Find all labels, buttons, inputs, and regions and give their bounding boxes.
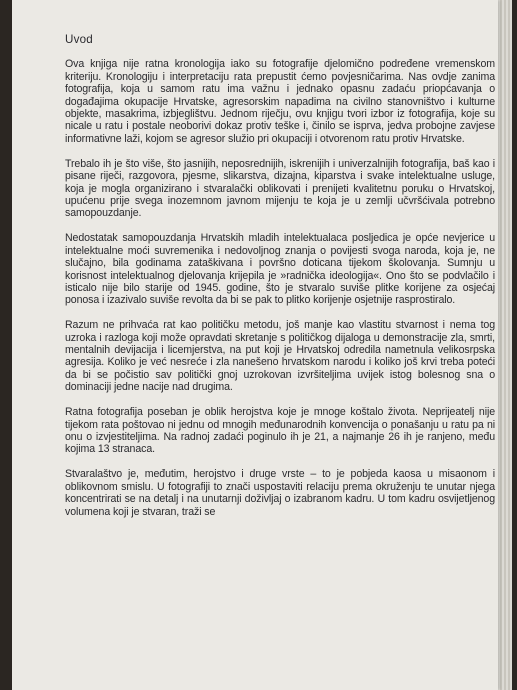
- paragraph: Nedostatak samopouzdanja Hrvatskih mladih intelektualaca posljedica je opće nevjerice u intelektualne moći suvremenika i nedovoljnog znanja o povijesti svoga naroda, koja je, ne slučajno, bila godinama zataškivana i površno doticana tijekom školovanja. Sumnju u korisnost intelektualnog djelovanja krijepila je »radnička ideologija«. Ono što se podvlačilo i isticalo nije bilo starije od 1945. godine, što je stvaralo suviše plitke korijene za osjećaj ponosa i izazivalo suviše revolta da bi se pak to plitko korijenje osjetnije rasprostiralo.: [65, 232, 495, 307]
- paragraph: Ratna fotografija poseban je oblik herojstva koje je mnoge koštalo života. Neprijeatelj nije tijekom rata poštovao ni jednu od mnogih međunarodnih konvencija o ponašanju u ratu pa ni onu o izvjestiteljima. Na radnoj zadaći poginulo ih je 21, a najmanje 26 ih je ranjeno, među kojima 13 stranaca.: [65, 406, 495, 456]
- paragraph: Razum ne prihvaća rat kao političku metodu, još manje kao vlastitu stvarnost i nema tog uzroka i razloga koji može opravdati skretanje s političkog dijaloga u demonstracije zla, smrti, mentalnih devijacija i licemjerstva, na put koji je Hrvatskoj odredila nametnula velikosrpska agresija. Koliko je već nesreće i zla nanešeno hrvatskom narodu i koliko još krvi treba poteći da bi se počistio sav politički gnoj uzrokovan izvršiteljima uvijek istog bolesnog sna o dominaciji jedne nacije nad drugima.: [65, 319, 495, 394]
- paragraph: Trebalo ih je što više, što jasnijih, neposrednijih, iskrenijih i univerzalnijih fotografija, baš kao i pisane riječi, razgovora, pjesme, slikarstva, dizajna, kiparstva i svake intelektualne usluge, koja je mogla organizirano i stvaralački oblikovati i prenijeti kvalitetnu poruku o Hrvatskoj, upućenu prije svega inozemnom javnom mijenju te koja je u zemlji učvršćivala potrebno samopouzdanje.: [65, 157, 495, 220]
- page-edge: [504, 0, 506, 690]
- page-edge: [500, 0, 502, 690]
- page-edge: [508, 0, 510, 690]
- paragraph: Ova knjiga nije ratna kronologija iako su fotografije djelomično podređene vremenskom kriteriju. Kronologiju i interpretaciju rata prepustit ćemo povjesničarima. Nas ovdje zanima fotografija, koja u samom ratu ima važnu i jednako opasnu zadaću priopćavanja o događajima okupacije Hrvatske, agresorskim napadima na civilno stanovništvo i kulturne objekte, masakrima, izbjeglištvu. Jednom riječju, ovu knjigu tvori izbor iz fotografija, koje su nicale u ratu i postale neoborivi dokaz protiv teške i, činilo se isprva, jedva probojne zavjese informativne laži, kojom se agresor služio pri okupaciji i otvorenom ratu protiv Hrvatske.: [65, 58, 495, 145]
- page-content: [65, 34, 495, 530]
- chapter-heading: Uvod: [65, 33, 93, 46]
- paragraph: Stvaralaštvo je, međutim, herojstvo i druge vrste – to je pobjeda kaosa u misaonom i oblikovnom smislu. U fotografiji to znači uspostaviti relaciju prema okruženju te unutar njega koncentrirati se na detalj i na unutarnji doživljaj o izabranom kadru. U tom kadru osvijetljenog volumena koji je stvaran, traži se: [65, 468, 495, 518]
- book-page: [12, 0, 498, 690]
